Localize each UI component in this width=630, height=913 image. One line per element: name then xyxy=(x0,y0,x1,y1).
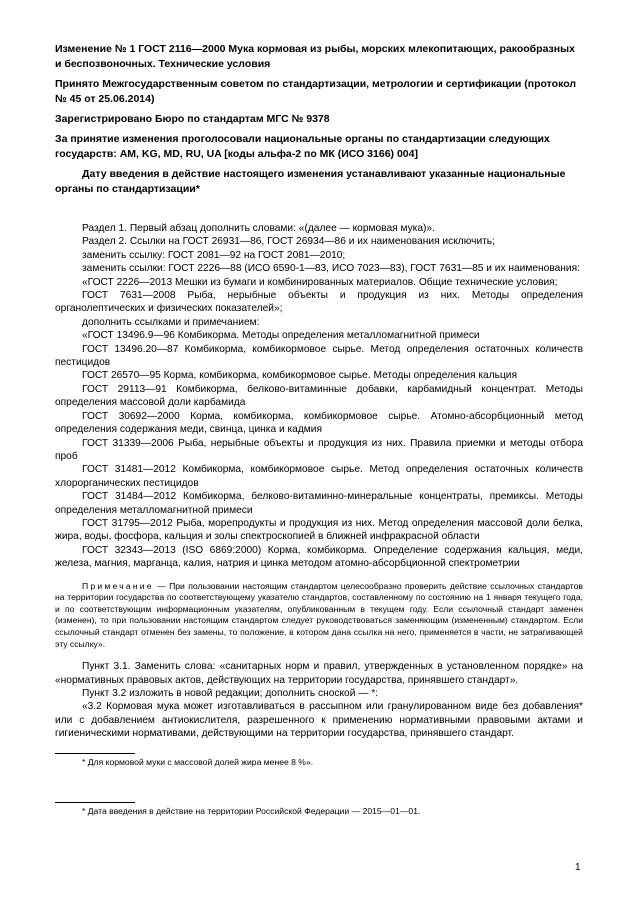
amendment-title: Изменение № 1 ГОСТ 2116—2000 Мука кормовая из рыбы, морских млекопитающих, ракообразных и беспозвоночных. Технические условия xyxy=(55,43,575,70)
body-paragraph: ГОСТ 32343—2013 (ISO 6869:2000) Корма, комбикорма. Определение содержания кальция, меди, железа, магния, марганца, калия, натрия и цинка методом атомно-абсорбционной спектрометрии xyxy=(55,544,583,570)
adoption-statement: Принято Межгосударственным советом по стандартизации, метрологии и сертификации (протокол № 45 от 25.06.2014) xyxy=(55,78,577,105)
footnote-rule xyxy=(55,753,135,754)
body-paragraph: ГОСТ 29113—91 Комбикорма, белково-витаминные добавки, карбамидный концентрат. Методы определения массовой доли карбамида xyxy=(55,383,583,409)
body-paragraph: заменить ссылки: ГОСТ 2226—88 (ИСО 6590-1—83, ИСО 7023—83), ГОСТ 7631—85 и их наименования: xyxy=(82,263,580,275)
body-paragraph: Пункт 3.2 изложить в новой редакции; дополнить сноской — *: xyxy=(82,687,379,699)
body-paragraph: ГОСТ 7631—2008 Рыба, нерыбные объекты и продукция из них. Методы определения органолептических и физических показателей»; xyxy=(55,290,583,315)
spacer xyxy=(55,768,583,802)
body-paragraph: Раздел 2. Ссылки на ГОСТ 26931—86, ГОСТ 26934—86 и их наименования исключить; xyxy=(82,236,495,248)
spacer xyxy=(55,202,583,222)
document-page xyxy=(55,42,583,817)
amendment-body xyxy=(55,222,583,817)
footnote-1: * Для кормовой муки с массовой долей жира менее 8 %». xyxy=(82,756,314,767)
body-paragraph: «3.2 Кормовая мука может изготавливаться в рассыпном или гранулированном виде без добавления* или с добавлением антиокислителя, разрешенного к применению нормативными правовыми актами и гигиеническими нормативами, действующими на территории государства, принявшего стандарт. xyxy=(55,701,583,740)
registration-statement: Зарегистрировано Бюро по стандартам МГС № 9378 xyxy=(55,113,330,125)
body-paragraph: ГОСТ 30692—2000 Корма, комбикорма, комбикормовое сырье. Атомно-абсорбционный метод определения содержания меди, свинца, цинка и кадмия xyxy=(55,410,583,436)
body-paragraph: Раздел 1. Первый абзац дополнить словами: «(далее — кормовая мука)». xyxy=(82,223,435,234)
body-paragraph: Пункт 3.1. Заменить слова: «санитарных норм и правил, утвержденных в установленном порядке» на «нормативных правовых актов, действующих на территории государства, принявшего стандарт». xyxy=(55,661,583,686)
effective-date-statement: Дату введения в действие настоящего изменения устанавливают указанные национальные органы по стандартизации* xyxy=(55,168,566,195)
body-paragraph: ГОСТ 31481—2012 Комбикорма, комбикормовое сырье. Метод определения остаточных количеств хлорорганических пестицидов xyxy=(55,464,583,489)
spacer xyxy=(55,741,583,753)
note-label: Примечание xyxy=(82,580,154,591)
body-paragraph: «ГОСТ 13496.9—96 Комбикорма. Методы определения металломагнитной примеси xyxy=(82,330,480,342)
voting-statement: За принятие изменения проголосовали национальные органы по стандартизации следующих государств: AM, KG, MD, RU, UA [коды альфа-2 по МК (ИСО 3166) 004] xyxy=(55,133,550,160)
note-text: — При пользовании настоящим стандартом целесообразно проверить действие ссылочных стандартов на территории государства по соответствующему указателю стандартов, составленному по состоянию на 1 января текущего года, и по соответствующим информационным указателям, опубликованным в текущем году. Если ссылочный стандарт заменен (изменен), то при пользовании настоящим стандартом следует руководствоваться заменяющим (измененным) стандартом. Если ссылочный стандарт отменен без замены, то положение, в котором дана ссылка на него, применяется в части, не затрагивающей эту ссылку». xyxy=(55,580,583,649)
body-paragraph: ГОСТ 13496.20—87 Комбикорма, комбикормовое сырье. Метод определения остаточных количеств пестицидов xyxy=(55,343,583,369)
footnote-2: * Дата введения в действие на территории Российской Федерации — 2015—01—01. xyxy=(82,805,421,816)
footnote-rule xyxy=(55,802,135,803)
note-block xyxy=(55,581,583,651)
body-paragraph: ГОСТ 31795—2012 Рыба, морепродукты и продукция из них. Метод определения массовой доли белка, жира, воды, фосфора, кальция и золы спектроскопией в ближней инфракрасной области xyxy=(55,517,583,543)
body-paragraph: ГОСТ 26570—95 Корма, комбикорма, комбикормовое сырье. Методы определения кальция xyxy=(82,370,517,382)
body-paragraph: ГОСТ 31339—2006 Рыба, нерыбные объекты и продукция из них. Правила приемки и методы отбора проб xyxy=(55,437,583,462)
body-paragraph: «ГОСТ 2226—2013 Мешки из бумаги и комбинированных материалов. Общие технические условия; xyxy=(82,276,558,288)
body-paragraph: ГОСТ 31484—2012 Комбикорма, белково-витаминно-минеральные концентраты, премиксы. Методы определения металломагнитной примеси xyxy=(55,491,583,516)
body-paragraph: дополнить ссылками и примечанием: xyxy=(82,316,260,328)
body-paragraph: заменить ссылку: ГОСТ 2081—92 на ГОСТ 2081—2010; xyxy=(82,249,346,261)
page-number: 1 xyxy=(575,862,581,873)
